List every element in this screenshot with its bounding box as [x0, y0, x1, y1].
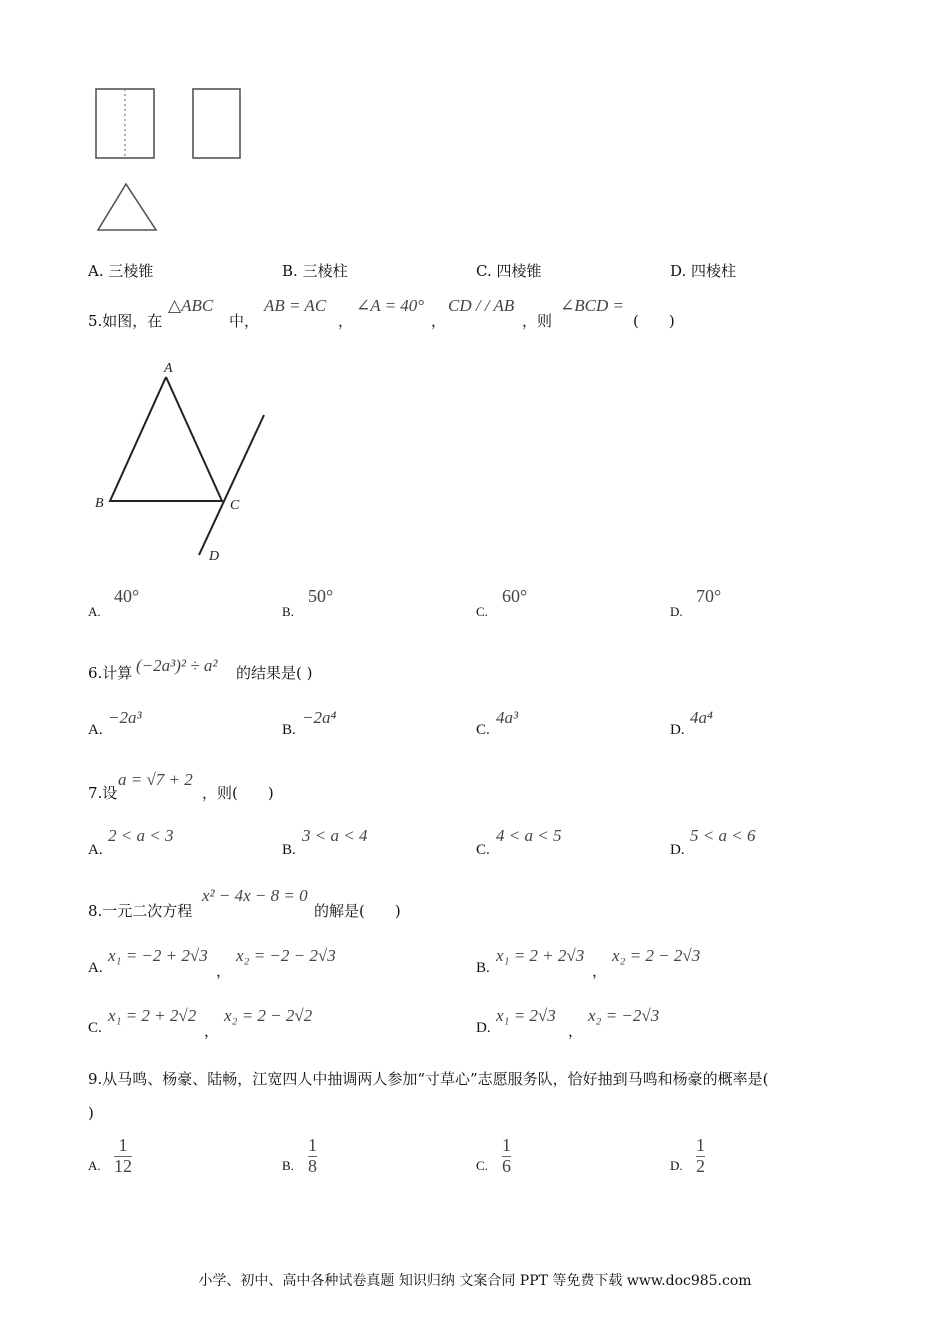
q5-option-d [670, 586, 820, 622]
option-root-2: x₂ = −2√3 [588, 1006, 660, 1025]
side-view-rect [193, 89, 240, 158]
option-letter: B. [282, 842, 296, 858]
fraction-denominator: 8 [308, 1155, 317, 1176]
option-comma: ， [204, 1022, 220, 1040]
option-text: 三棱锥 [108, 262, 154, 280]
fraction-numerator: 1 [502, 1135, 511, 1155]
q6-suffix: 的结果是( ) [236, 664, 313, 682]
option-comma: ， [592, 962, 608, 980]
option-root-1: x₁ = 2√3 [496, 1006, 556, 1025]
q5-option-c [476, 586, 626, 622]
option-text: 三棱柱 [302, 262, 348, 280]
q5-comma-1: ， [338, 312, 354, 330]
option-root-1: x₁ = 2 + 2√2 [108, 1006, 197, 1025]
q5-cd-parallel-ab: CD / / AB [448, 296, 515, 315]
option-fraction [308, 1136, 317, 1177]
option-text: 四棱柱 [691, 262, 737, 280]
q5-comma-2: ， [431, 312, 447, 330]
triangle-abc [110, 377, 222, 501]
q8-option-d [476, 1006, 806, 1040]
q8-option-a [88, 946, 418, 980]
option-text: 四棱锥 [496, 262, 542, 280]
option-letter: A. [88, 960, 103, 976]
option-letter: C. [88, 1020, 102, 1036]
q9-option-b [282, 1136, 432, 1186]
option-value: −2a⁴ [302, 708, 337, 727]
q7-suffix: ，则( ) [202, 784, 274, 802]
option-letter: B. [476, 960, 490, 976]
option-letter: B. [282, 1158, 294, 1173]
fraction-denominator: 12 [114, 1155, 132, 1176]
option-letter: C. [476, 1158, 488, 1173]
q4-option-b [282, 260, 348, 281]
option-letter: D. [670, 604, 683, 619]
option-value: 4 < a < 5 [496, 826, 562, 845]
q7-option-d [670, 826, 820, 860]
page-footer: 小学、初中、高中各种试卷真题 知识归纳 文案合同 PPT 等免费下载 www.doc985.com [198, 1273, 752, 1289]
q7-option-c [476, 826, 626, 860]
q4-option-d [670, 260, 736, 281]
option-letter: A. [88, 722, 103, 738]
option-fraction [502, 1136, 511, 1177]
q6-prefix: 6.计算 [88, 664, 133, 682]
option-value: 50° [308, 586, 334, 606]
option-root-2: x₂ = 2 − 2√3 [612, 946, 701, 965]
three-views-figure [88, 82, 248, 242]
option-letter: B. [282, 722, 296, 738]
option-value: 40° [114, 586, 140, 606]
option-letter: C. [476, 722, 490, 738]
q9-stem-line-2: ) [88, 1104, 94, 1122]
q7-option-a [88, 826, 238, 860]
q6-stem [88, 652, 488, 686]
option-letter: D. [670, 262, 687, 280]
q5-triangle-figure [88, 355, 278, 570]
option-letter: A. [88, 842, 103, 858]
option-value: −2a³ [108, 708, 142, 727]
top-view-triangle [98, 184, 156, 230]
q9-option-c [476, 1136, 626, 1186]
q7-stem [88, 770, 488, 802]
option-comma: ， [216, 962, 232, 980]
q5-ab-eq-ac: AB = AC [264, 296, 327, 315]
option-letter: C. [476, 842, 490, 858]
q6-option-b [282, 708, 432, 742]
fraction-denominator: 6 [502, 1155, 511, 1176]
q6-option-c [476, 708, 626, 742]
option-comma: ， [568, 1022, 584, 1040]
q5-triangle-abc: △ABC [168, 296, 214, 315]
option-value: 60° [502, 586, 528, 606]
option-root-2: x₂ = −2 − 2√3 [236, 946, 336, 965]
q7-option-b [282, 826, 432, 860]
option-fraction [696, 1136, 705, 1177]
option-letter: D. [670, 1158, 683, 1173]
fraction-numerator: 1 [696, 1135, 705, 1155]
q6-option-d [670, 708, 820, 742]
q4-option-a [88, 260, 153, 281]
option-root-2: x₂ = 2 − 2√2 [224, 1006, 313, 1025]
option-letter: A. [88, 604, 101, 619]
fraction-numerator: 1 [308, 1135, 317, 1155]
q5-text-ze: ，则 [522, 312, 553, 330]
q5-angle-bcd: ∠BCD = [560, 296, 624, 315]
option-letter: A. [88, 1158, 101, 1173]
option-value: 4a³ [496, 708, 519, 727]
q8-option-b [476, 946, 806, 980]
line-cd [199, 415, 264, 555]
q8-stem [88, 886, 488, 918]
option-letter: B. [282, 604, 294, 619]
q5-text-zhong: 中， [229, 312, 260, 330]
q8-suffix: 的解是( ) [314, 902, 401, 920]
q5-stem [88, 296, 888, 330]
option-value: 2 < a < 3 [108, 826, 174, 845]
q7-expression: a = √7 + 2 [118, 770, 193, 789]
fraction-denominator: 2 [696, 1155, 705, 1176]
option-letter: C. [476, 262, 492, 280]
option-fraction [114, 1136, 132, 1177]
q4-option-c [476, 260, 542, 281]
q5-angle-a: ∠A = 40° [356, 296, 425, 315]
option-letter: A. [88, 262, 104, 280]
q9-option-d [670, 1136, 820, 1186]
q8-option-c [88, 1006, 418, 1040]
option-value: 5 < a < 6 [690, 826, 756, 845]
q5-option-b [282, 586, 432, 622]
option-value: 4a⁴ [690, 708, 713, 727]
option-letter: C. [476, 604, 488, 619]
q6-option-a [88, 708, 238, 742]
q8-equation: x² − 4x − 8 = 0 [202, 886, 308, 905]
option-value: 70° [696, 586, 722, 606]
option-letter: D. [670, 842, 685, 858]
option-letter: D. [476, 1020, 491, 1036]
option-letter: B. [282, 262, 298, 280]
label-d: D [209, 549, 220, 564]
fraction-numerator: 1 [118, 1135, 128, 1155]
q6-expression: (−2a³)² ÷ a² [136, 656, 218, 675]
option-root-1: x₁ = −2 + 2√3 [108, 946, 208, 965]
option-root-1: x₁ = 2 + 2√3 [496, 946, 585, 965]
q7-prefix: 7.设 [88, 784, 118, 802]
q5-prefix: 5.如图，在 [88, 312, 163, 330]
label-c: C [230, 498, 240, 513]
label-b: B [95, 496, 104, 511]
q9-stem-line-1: 9.从马鸣、杨豪、陆畅，江宽四人中抽调两人参加“寸草心”志愿服务队，恰好抽到马鸣和杨豪的概率是( [88, 1070, 769, 1088]
q9-option-a [88, 1136, 238, 1186]
q5-option-a [88, 586, 238, 622]
option-letter: D. [670, 722, 685, 738]
q8-prefix: 8.一元二次方程 [88, 902, 193, 920]
label-a: A [164, 361, 173, 376]
option-value: 3 < a < 4 [302, 826, 368, 845]
q5-answer-paren: ( ) [633, 312, 675, 330]
